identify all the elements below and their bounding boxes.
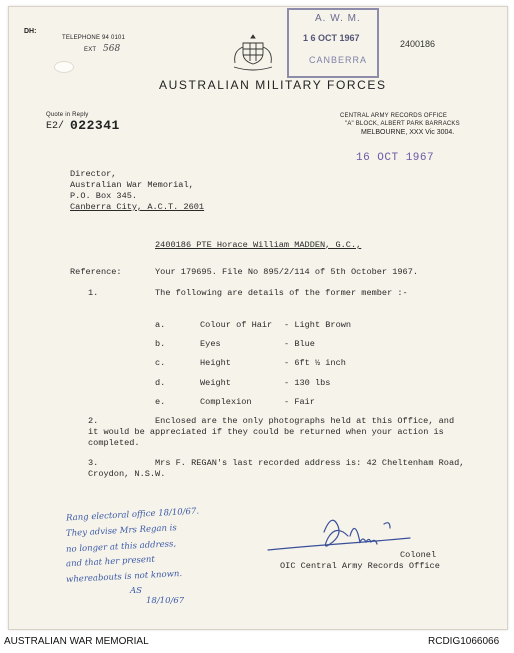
addressee-line-4: Canberra City, A.C.T. 2601 (70, 202, 205, 212)
office-line-1: CENTRAL ARMY RECORDS OFFICE (340, 113, 448, 119)
telephone-line: TELEPHONE 94 0101 (62, 35, 126, 41)
signature-rank: Colonel (400, 550, 437, 560)
detail-field: Colour of Hair (200, 320, 273, 330)
addressee-line-3: P.O. Box 345. (70, 191, 138, 201)
footer-right: RCDIG1066066 (428, 636, 500, 647)
handwritten-initials: AS (130, 586, 142, 596)
detail-letter: d. (155, 378, 166, 388)
addressee-line-2: Australian War Memorial, (70, 180, 194, 190)
stamp-city: CANBERRA (309, 55, 368, 65)
detail-value: - Blue (284, 339, 315, 349)
detail-letter: e. (155, 397, 166, 407)
file-number: 2400186 (400, 39, 436, 49)
detail-value: - 6ft ½ inch (284, 358, 346, 368)
reference-text: Your 179695. File No 895/2/114 of 5th October 1967. (155, 267, 419, 277)
subject-line: 2400186 PTE Horace William MADDEN, G.C., (155, 240, 362, 250)
handwritten-line-1: Rang electoral office 18/10/67. (65, 506, 200, 524)
detail-letter: a. (155, 320, 166, 330)
detail-letter: b. (155, 339, 166, 349)
letterhead-title: AUSTRALIAN MILITARY FORCES (159, 78, 387, 92)
para1-number: 1. (88, 288, 99, 298)
para2-line-2: it would be appreciated if they could be returned when your action is (88, 427, 444, 437)
detail-field: Eyes (200, 339, 221, 349)
date-stamp: 16 OCT 1967 (356, 152, 435, 164)
para3-number: 3. (88, 458, 99, 468)
quote-prefix: E2/ (46, 121, 65, 132)
ext-value: 568 (103, 44, 121, 54)
quote-label: Quote in Reply (46, 112, 89, 118)
detail-value: - Fair (284, 397, 315, 407)
ext-label: EXT (84, 47, 97, 53)
handwritten-line-5: whereabouts is not known. (65, 568, 183, 586)
para2-line-1: Enclosed are the only photographs held at this Office, and (155, 416, 455, 426)
para1-text: The following are details of the former member :- (155, 288, 408, 298)
handwritten-date: 18/10/67 (146, 596, 185, 606)
para3-line-1: Mrs F. REGAN's last recorded address is: 42 Cheltenham Road, (155, 458, 465, 468)
signature-icon (262, 510, 412, 556)
office-line-3: MELBOURNE, XXX Vic 3004. (361, 129, 455, 136)
addressee-line-1: Director, (70, 169, 117, 179)
footer-left: AUSTRALIAN WAR MEMORIAL (4, 636, 149, 647)
detail-field: Weight (200, 378, 231, 388)
signature-title: OIC Central Army Records Office (280, 561, 440, 571)
stamp-date: 1 6 OCT 1967 (303, 33, 360, 43)
para2-number: 2. (88, 416, 99, 426)
handwritten-line-3: no longer at this address, (65, 539, 177, 555)
para2-line-3: completed. (88, 438, 140, 448)
detail-value: - 130 lbs (284, 378, 331, 388)
detail-letter: c. (155, 358, 166, 368)
detail-field: Height (200, 358, 231, 368)
reference-label: Reference: (70, 267, 122, 277)
stamp-org: A. W. M. (315, 13, 361, 24)
detail-field: Complexion (200, 397, 252, 407)
office-line-2: "A" BLOCK, ALBERT PARK BARRACKS (345, 121, 460, 127)
handwritten-line-4: and that her present (65, 554, 156, 570)
coat-of-arms-icon (231, 31, 275, 73)
dh-label: DH: (24, 28, 37, 35)
para3-line-2: Croydon, N.S.W. (88, 469, 166, 479)
paper-tear (54, 61, 74, 73)
detail-value: - Light Brown (284, 320, 352, 330)
quote-number: 022341 (70, 118, 120, 133)
handwritten-line-2: They advise Mrs Regan is (65, 523, 178, 539)
